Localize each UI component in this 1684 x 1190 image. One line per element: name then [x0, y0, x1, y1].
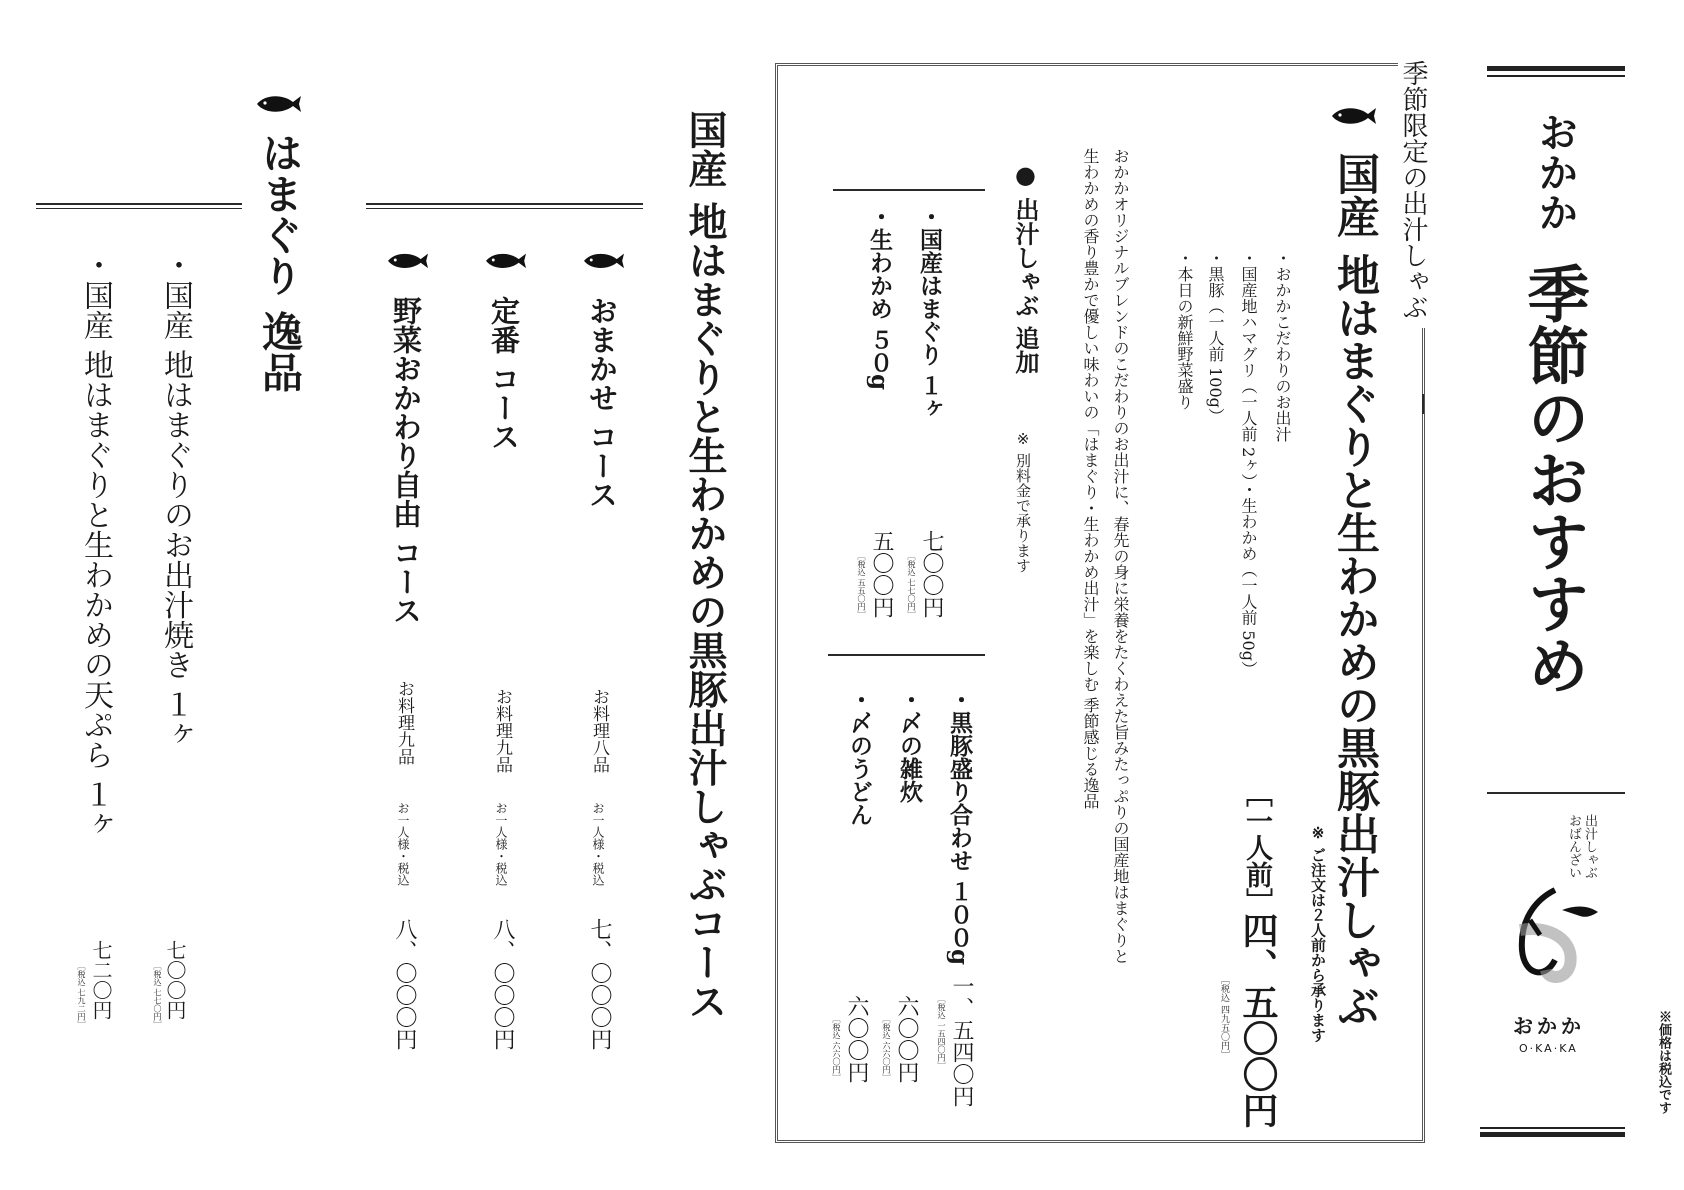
addon-tax-1: ［税込 七七〇円］: [907, 552, 916, 619]
addon-rule-top: [833, 189, 985, 191]
addon-item-1: ・国産はまぐり １ヶ: [916, 205, 943, 421]
seasonal-desc-2: 生わかめの香り豊かで優しい味わいの「はまぐり・生わかめ出汁」を楽しむ 季節感じる逸品: [1081, 148, 1100, 810]
course-detail-1: お料理八品: [589, 688, 609, 773]
fish-icon: [1330, 104, 1378, 130]
logo: [1495, 810, 1620, 1060]
course-price-1: 七、〇〇〇円: [587, 918, 612, 1050]
title-bottom-rule-thin: [1480, 1127, 1625, 1129]
course-name-2: 定番 コース: [487, 296, 521, 452]
title-top-rule-thin: [1487, 75, 1625, 77]
ippin-item-1: ・国産 地はまぐりのお出汁焼き １ヶ: [158, 250, 193, 750]
seasonal-order-note: ※ ご注文は２人前から承ります: [1309, 824, 1327, 1043]
seasonal-item-3: ・黒豚（一人前 100g）: [1206, 250, 1225, 424]
tax-note: ※価格は税込です: [1656, 1010, 1671, 1114]
seasonal-portion: ［一人前］: [1241, 780, 1272, 915]
fish-icon: [582, 250, 626, 274]
logo-mark-icon: [1500, 880, 1610, 990]
seasonal-item-4: ・本日の新鮮野菜盛り: [1175, 250, 1194, 410]
course-name-1: おまかせ コース: [585, 296, 619, 510]
course-sub-1: お一人様・税込: [591, 802, 605, 886]
title-small: おかか: [1532, 112, 1579, 232]
addon-item-5: ・〆のうどん: [846, 688, 873, 826]
logo-tag: 出汁しゃぶ: [1582, 814, 1597, 879]
ippin-tax-2: ［税込 七九二円］: [77, 962, 86, 1029]
addon-item-3: ・黒豚盛り合わせ １００g: [946, 688, 973, 966]
course-rule-thin: [366, 208, 643, 209]
addon-tax-3: ［税込 一五四〇円］: [937, 995, 946, 1070]
course-rule: [366, 203, 643, 205]
addon-price-2: 五〇〇円: [869, 530, 894, 618]
title-bottom-rule: [1480, 1132, 1625, 1137]
ippin-price-1: 七〇〇円: [163, 940, 187, 1020]
ippin-price-2: 七二〇円: [89, 940, 113, 1020]
seasonal-price: 四、五〇〇円: [1237, 912, 1279, 1128]
seasonal-label-tick: [1422, 394, 1424, 414]
addon-note: ※ 別料金で承ります: [1014, 430, 1032, 573]
addon-item-2: ・生わかめ ５０g: [866, 205, 893, 391]
logo-tag2: おばんざい: [1566, 814, 1581, 879]
addon-price-4: 六〇〇円: [894, 995, 919, 1083]
ippin-heading: はまぐり 逸品: [255, 132, 303, 393]
seasonal-item-1: ・おかかこだわりのお出汁: [1273, 250, 1292, 442]
addon-price-3: 一、五四〇円: [949, 975, 974, 1107]
ippin-item-2: ・国産 地はまぐりと生わかめの天ぷら １ヶ: [78, 250, 113, 840]
course-detail-3: お料理九品: [394, 680, 414, 765]
course-sub-3: お一人様・税込: [396, 802, 410, 886]
course-detail-2: お料理九品: [492, 688, 512, 773]
addon-price-5: 六〇〇円: [844, 995, 869, 1083]
fish-icon: [255, 92, 303, 118]
course-price-3: 八、〇〇〇円: [392, 918, 417, 1050]
addon-item-4: ・〆の雑炊: [896, 688, 923, 803]
addon-tax-2: ［税込 五五〇円］: [857, 552, 866, 619]
page-title: 季節のおすすめ: [1517, 262, 1590, 696]
addon-price-1: 七〇〇円: [919, 530, 944, 618]
course-price-2: 八、〇〇〇円: [490, 918, 515, 1050]
addon-tax-4: ［税込 六六〇円］: [882, 1015, 891, 1082]
seasonal-heading: 国産 地はまぐりと生わかめの黒豚出汁しゃぶ: [1330, 152, 1380, 1027]
course-heading: 国産 地はまぐりと生わかめの黒豚出汁しゃぶコース: [682, 110, 728, 1021]
title-mid-rule: [1487, 792, 1625, 794]
seasonal-desc-1: おかかオリジナルブレンドのこだわりのお出汁に、春先の身に栄養をたくわえた旨みたっぷりの国産地はまぐりと: [1111, 148, 1130, 964]
fish-icon: [386, 250, 430, 274]
seasonal-label: 季節限定の出汁しゃぶ: [1398, 60, 1428, 328]
course-name-3: 野菜おかわり自由 コース: [389, 296, 423, 626]
addon-rule-mid: [828, 654, 985, 656]
fish-icon: [484, 250, 528, 274]
ippin-tax-1: ［税込 七七〇円］: [153, 962, 162, 1029]
title-top-rule: [1487, 66, 1625, 71]
ippin-rule-thin: [36, 208, 242, 209]
seasonal-item-2: ・国産地ハマグリ（一人前 2ヶ）・生わかめ（一人前 50g）: [1239, 250, 1258, 677]
course-sub-2: お一人様・税込: [494, 802, 508, 886]
logo-roman: O·KA·KA: [1519, 1042, 1578, 1055]
logo-name: おかか: [1513, 1014, 1585, 1038]
addon-tax-5: ［税込 六六〇円］: [832, 1015, 841, 1082]
ippin-rule: [36, 203, 242, 205]
seasonal-price-tax: ［税込 四九五〇円］: [1219, 975, 1229, 1059]
addon-heading: ● 出汁しゃぶ 追加: [1011, 160, 1040, 374]
